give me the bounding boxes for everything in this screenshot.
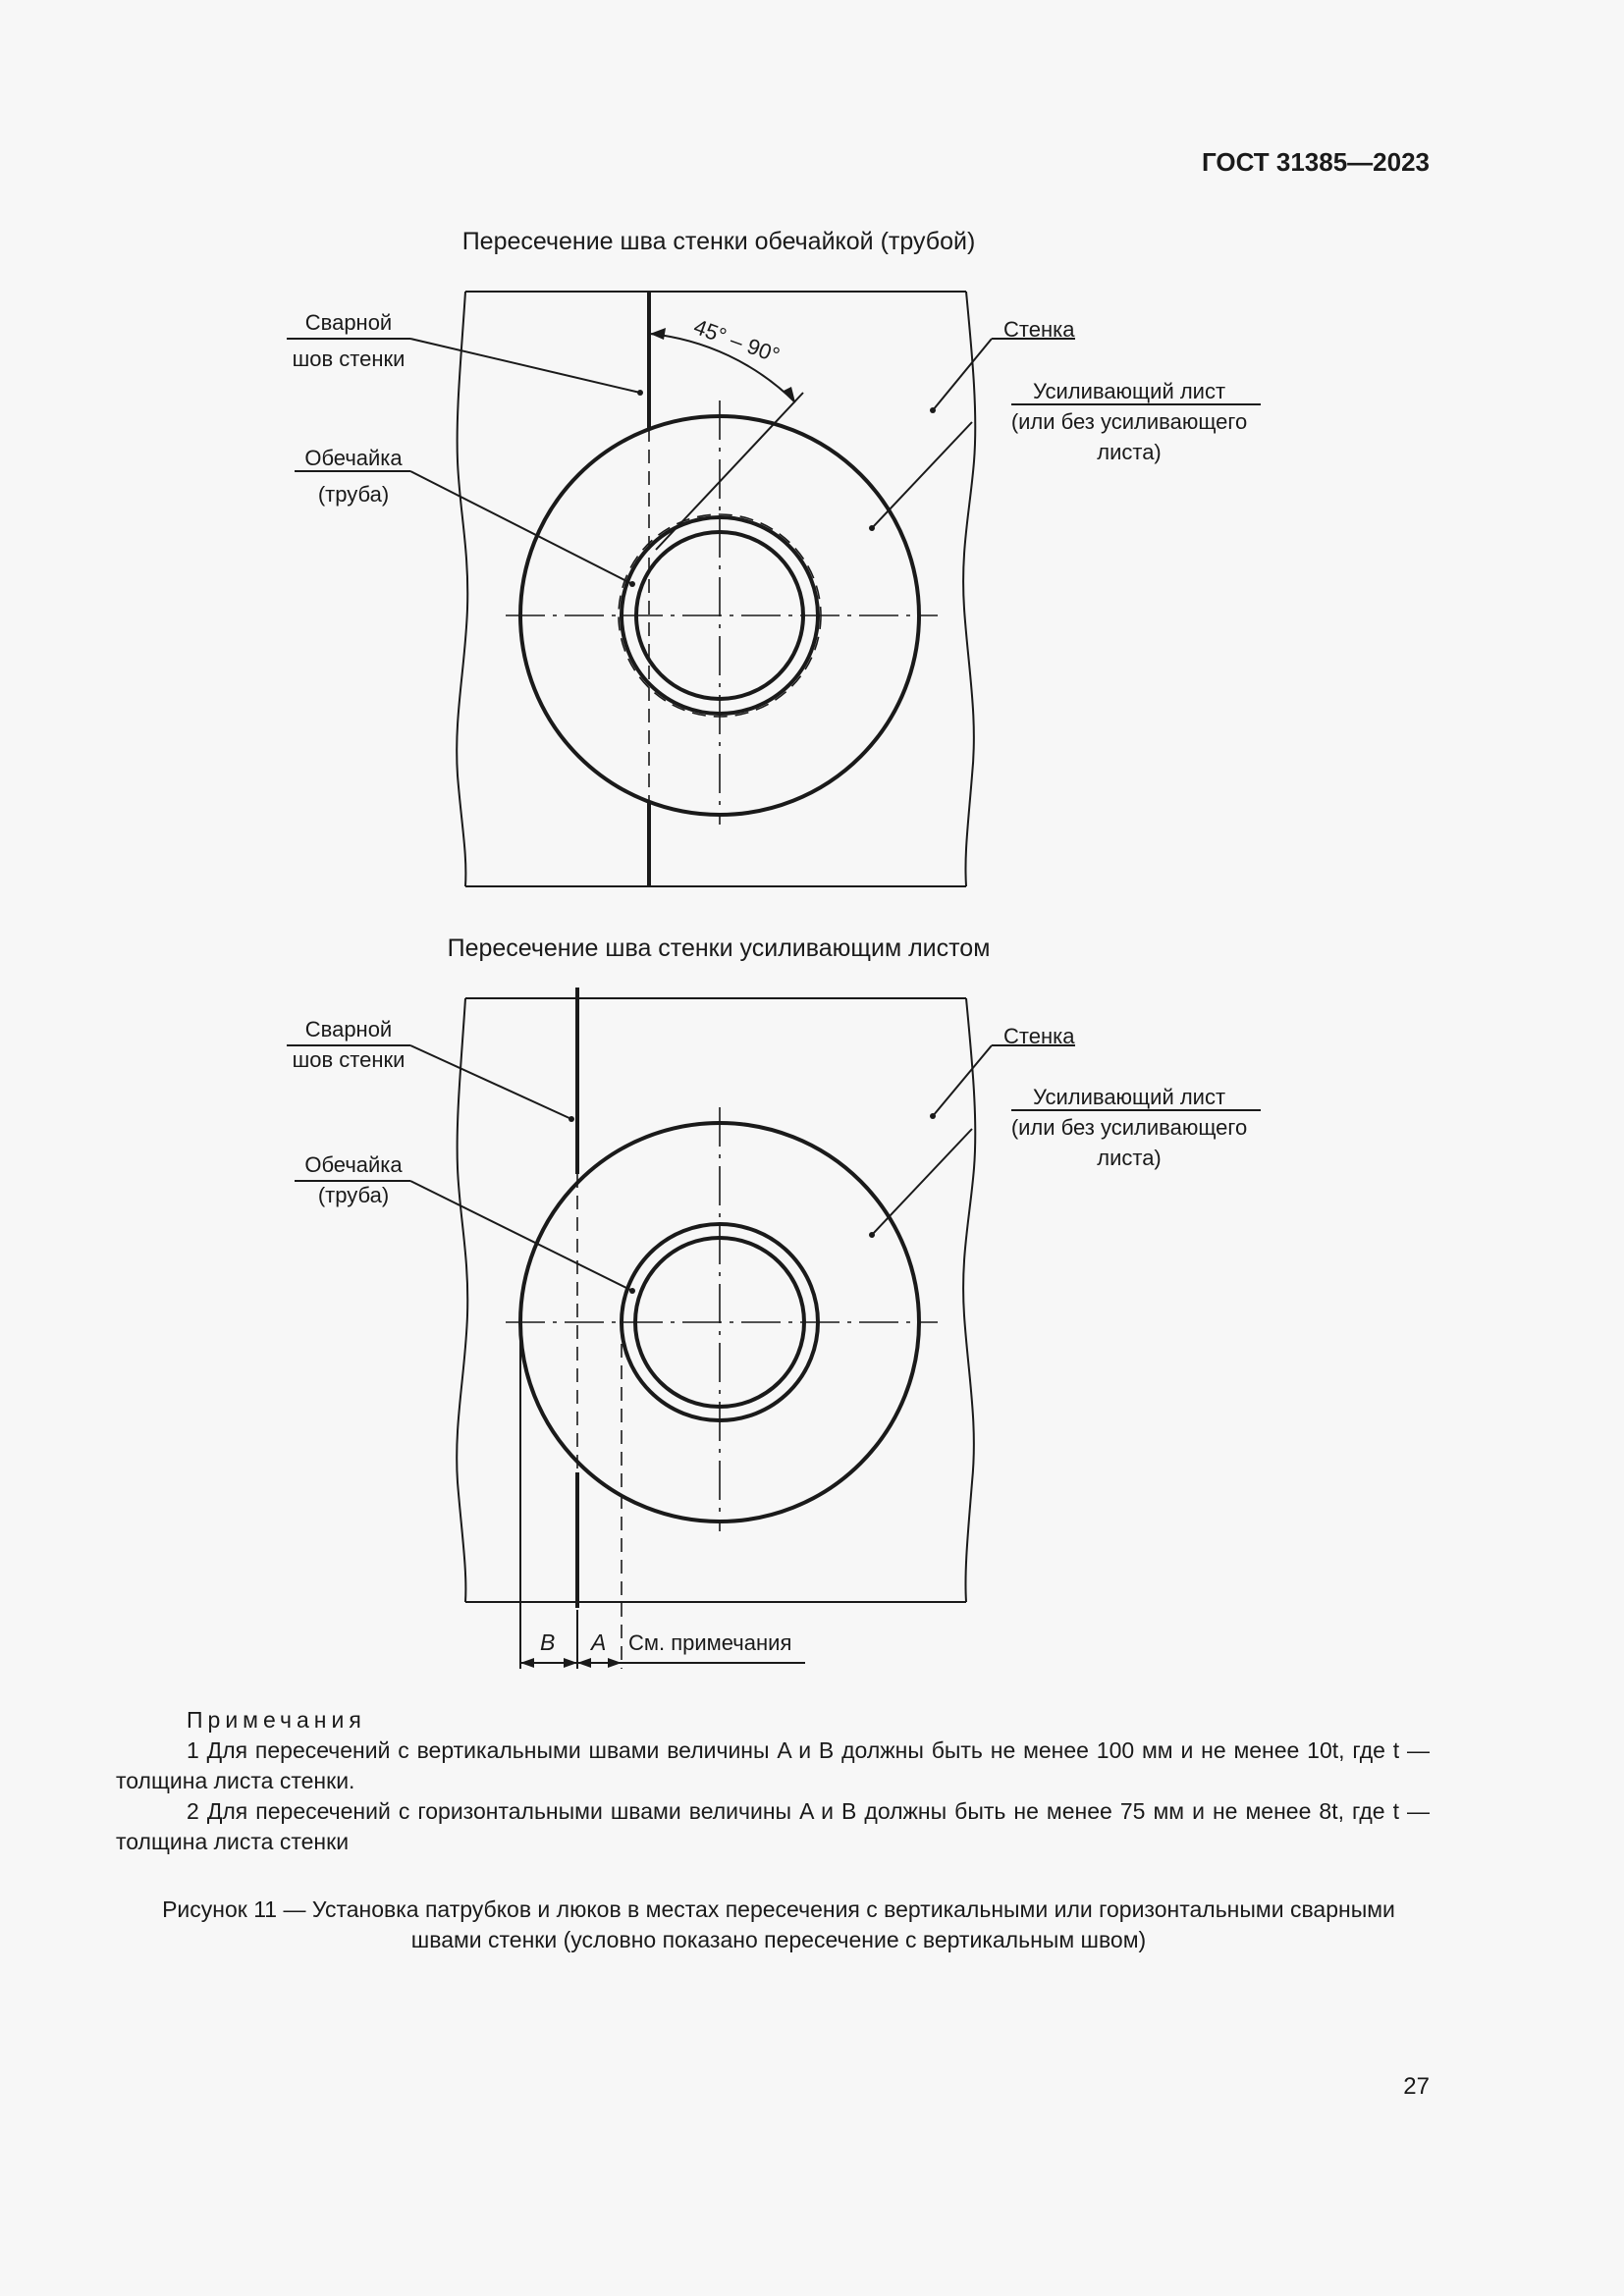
shell-leader-dot xyxy=(629,1288,635,1294)
note-2: 2 Для пересечений с горизонтальными швами величины A и B должны быть не менее 75 мм и не менее 8t, где t — толщина листа стенки xyxy=(116,1798,1430,1854)
dim-arrow xyxy=(608,1658,622,1668)
figure-bottom-title: Пересечение шва стенки усиливающим листом xyxy=(447,934,991,962)
weld-label: Сварной шов стенки xyxy=(292,1017,406,1072)
notes-heading: Примечания xyxy=(187,1707,366,1733)
dim-arrow xyxy=(564,1658,577,1668)
dim-a-label: A xyxy=(591,1629,607,1655)
plate-label: Усиливающий лист (или без усиливающего листа) xyxy=(1010,379,1248,464)
wall-right-break-line xyxy=(963,998,975,1602)
document-code: ГОСТ 31385—2023 xyxy=(1202,147,1430,177)
shell-leader xyxy=(410,1181,632,1291)
dim-arrow xyxy=(577,1658,591,1668)
figure-caption: Рисунок 11 — Установка патрубков и люков в местах пересечения с вертикальными или горизонтальными сварными швами стенки (условно показано пересечение с вертикальным швом) xyxy=(162,1896,1395,1952)
figure-top-title: Пересечение шва стенки обечайкой (трубой) xyxy=(461,228,976,255)
wall-leader-dot xyxy=(930,1113,936,1119)
weld-label: Сварной шов стенки xyxy=(292,310,406,371)
notes-block xyxy=(116,1705,1430,1857)
plate-leader xyxy=(872,1129,972,1235)
dim-b-label: B xyxy=(540,1629,556,1655)
note-1: 1 Для пересечений с вертикальными швами величины A и B должны быть не менее 100 мм и не менее 10t, где t — толщина листа стенки. xyxy=(116,1737,1430,1793)
shell-label: Обечайка (труба) xyxy=(304,446,403,507)
shell-label: Обечайка (труба) xyxy=(304,1152,403,1207)
plate-label: Усиливающий лист (или без усиливающего листа) xyxy=(1010,1085,1248,1170)
wall-label: Стенка xyxy=(1003,1024,1075,1048)
page-number: 27 xyxy=(1403,2073,1430,2100)
see-notes-label: См. примечания xyxy=(628,1630,792,1655)
dim-arrow xyxy=(520,1658,534,1668)
plate-leader-dot xyxy=(869,1232,875,1238)
angle-label: 45° – 90° xyxy=(690,314,784,368)
wall-label: Стенка xyxy=(1003,317,1075,342)
wall-left-break-line xyxy=(457,998,467,1602)
weld-leader-dot xyxy=(568,1116,574,1122)
weld-leader xyxy=(410,1045,571,1119)
wall-leader xyxy=(933,1045,992,1116)
